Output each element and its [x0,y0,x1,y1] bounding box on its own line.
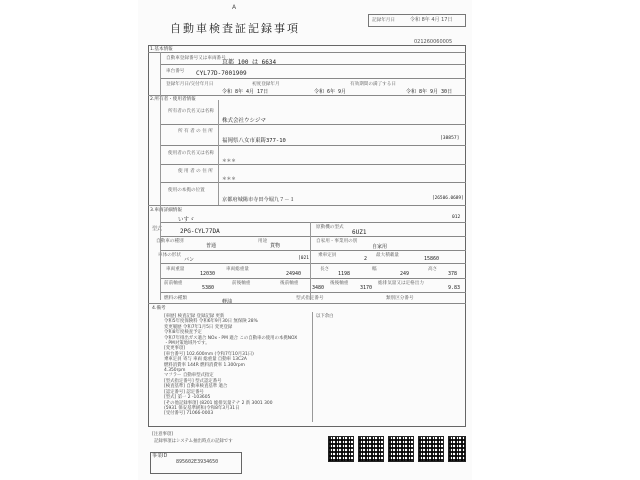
remarks-line: [検査基準] 自動車検査基準 適合 [164,384,228,390]
section-basic-heading: 1.基本情報 [150,47,173,52]
engine-label: 原動機の型式 [316,225,344,230]
expiry-value: 令和 8年 9月 30日 [406,89,453,95]
remarks-line: 令和5年度保険料 令和6年9月30日 無保険 28% [164,319,258,325]
model-label: 型式 [152,226,163,232]
remarks-line: マフラー 自動車型式指定 [164,373,214,379]
qr-code-icon [358,436,384,462]
max-load-value: 15860 [424,256,440,262]
reg-date-label: 登録年月日/交付年月日 [166,82,214,87]
remarks-line: [認定番号] 認定番号 [164,389,204,395]
remarks-line: [車歴] 検査記録 登録記録 更新 [164,314,225,319]
section-owner-heading: 2.所有者・使用者情報 [150,97,196,102]
maker-value: いすゞ [178,217,195,223]
base-location-code: [26506.0689] [432,196,464,201]
owner-address-value: 福岡県八女市東鋳377-10 [222,138,286,144]
ff-axle-label: 前前軸重 [164,281,183,286]
remarks-line: 燃料消費率 144R 燃料消費率 1.300rpm [164,362,245,368]
first-reg-value: 令和 6年 9月 [314,89,347,95]
rule [218,100,219,205]
remarks-line: 変更履歴 令和7年1月5日 変更登録 [164,324,233,330]
gross-weight-label: 車両総重量 [226,267,249,272]
rule [160,278,466,279]
private-value: 自家用 [372,244,388,250]
owner-name-value: 株式会社ウシジマ [222,118,266,124]
remarks-line: [その他記録事項] (8201 総排気量テナ 2 新 3001 300 [164,400,273,406]
remarks-line: 令和8年度検査予定 [164,330,202,336]
qr-code-icon [418,436,444,462]
remarks-line: [型式] 第一 2 -103605 [164,395,211,401]
base-location-value: 京都府城陽市寺田今堀九７－１ [222,197,295,203]
private-label: 自家用・事業用の別 [316,239,358,244]
remarks-line: 乗車定員 寄与 車両 総重量 自動車 13C2A [164,357,247,363]
rr-axle-value: 3170 [360,285,373,291]
qr-code-icon [448,436,466,462]
owner-address-code: [38857] [440,136,460,141]
ff-axle-value: 5380 [202,285,215,291]
maker-code: 012 [452,215,461,220]
rule [160,164,466,165]
rule [160,236,466,237]
notice-text: 記録事項はシステム抽出時点の記録です [154,439,233,444]
displacement-value: 9.83 [448,285,461,291]
body-shape-value: バン [184,257,195,263]
use-label: 用途 [258,239,268,244]
expiry-label: 有効期間の満了する日 [350,82,396,87]
rule [160,145,466,146]
reg-date-value: 令和 8年 4月 17日 [222,89,269,95]
height-label: 高さ [428,267,438,272]
width-value: 249 [400,271,410,277]
fuel-label: 燃料の種類 [164,296,187,301]
height-value: 378 [448,271,458,277]
body-shape-code: [021] [298,256,312,261]
remarks-line: 令和7年排出ガス適合 NOx・PM 適合 この自動車の使用の本拠NOX [164,335,298,341]
business-id-label: 事業ID [152,453,168,459]
record-date-label: 記録年月日 [372,18,395,23]
remarks-line: [型式指定番号] 型式認定番号 [164,378,222,384]
vehicle-type-label: 自動車の種別 [156,239,184,244]
gross-weight-value: 24940 [286,271,302,277]
first-reg-label: 初度登録年月 [252,82,280,87]
rr-axle-label: 後後軸重 [330,281,349,286]
width-label: 幅 [372,267,377,272]
rule [160,222,466,223]
serial-number: 021260060005 [414,39,453,45]
engine-value: 6UZ1 [352,229,367,236]
remarks-end-note: 以下余白 [316,314,334,319]
rule [160,64,466,65]
owner-name-label: 所有者の氏名又は名称 [168,109,214,114]
rule [160,52,161,300]
capacity-label: 乗車定員 [318,253,337,258]
model-value: 2PG-CYL77DA [180,228,220,235]
remarks-line: 4.350rpm [164,368,186,374]
qr-code-icon [328,436,354,462]
rule [148,303,466,304]
capacity-value: 2 [364,256,368,262]
vehicle-type-value: 普通 [206,243,217,249]
user-address-value: ＊＊＊ [222,177,236,182]
remarks-heading: 4.備考 [152,306,166,311]
owner-address-label: 所 有 者 の 住 所 [178,129,213,134]
displacement-label: 総排気量又は定格出力 [378,281,424,286]
stamp-mark: A [232,4,237,11]
notice-label: [注意事項] [152,432,173,437]
length-value: 1198 [338,271,351,277]
class-code-label: 類別区分番号 [386,296,414,301]
body-shape-label: 車体の形状 [158,253,181,258]
base-location-label: 使用の本拠の位置 [168,188,205,193]
vehicle-weight-value: 12030 [200,271,216,277]
remarks-line: [車台番号] 102.600mm (令和7年10月31日) [164,351,254,357]
fuel-value: 軽油 [222,299,233,305]
rule [160,263,466,264]
remarks-line: [変更事項] [164,346,185,352]
rule [310,222,311,300]
rule [160,182,466,183]
reg-no-value: 京都 100 は 6634 [222,59,277,66]
remarks-line: [受付番号] 71066-0003 [164,411,214,417]
max-load-label: 最大積載量 [376,253,399,258]
record-date-value: 令和 8年 4月 17日 [410,17,453,23]
document-title: 自動車検査証記録事項 [170,22,300,35]
user-name-label: 使用者の氏名又は名称 [168,151,214,156]
use-value: 貨物 [270,243,281,249]
remarks-list [164,314,297,417]
remarks-line: (5931 保安基準緩和)令和8年3月31日 [164,405,240,411]
rule [312,312,313,422]
fr-axle-label: 前後軸重 [232,281,251,286]
user-name-value: ＊＊＊ [222,159,236,164]
rule [148,52,466,53]
remarks-line: ・PM対策地域外です。 [164,341,210,347]
vin-label: 車台番号 [166,69,185,74]
rule [160,124,466,125]
rule [160,78,466,79]
vin-value: CYL77D-7001909 [196,70,247,77]
section-vehicle-heading: 3.車両詳細情報 [150,208,182,213]
rule [160,292,466,293]
user-address-label: 使 用 者 の 住 所 [178,169,213,174]
qr-code-icon [388,436,414,462]
class-label: 型式指定番号 [296,296,324,301]
length-label: 長さ [320,267,330,272]
vehicle-weight-label: 車両重量 [166,267,185,272]
rule [148,205,466,206]
rule [160,250,466,251]
rf-axle-value: 3480 [312,285,325,291]
reg-no-label: 自動車登録番号又は車両番号 [166,56,226,61]
business-id-value: 895602E3934650 [176,459,219,465]
rf-axle-label: 後前軸重 [280,281,299,286]
